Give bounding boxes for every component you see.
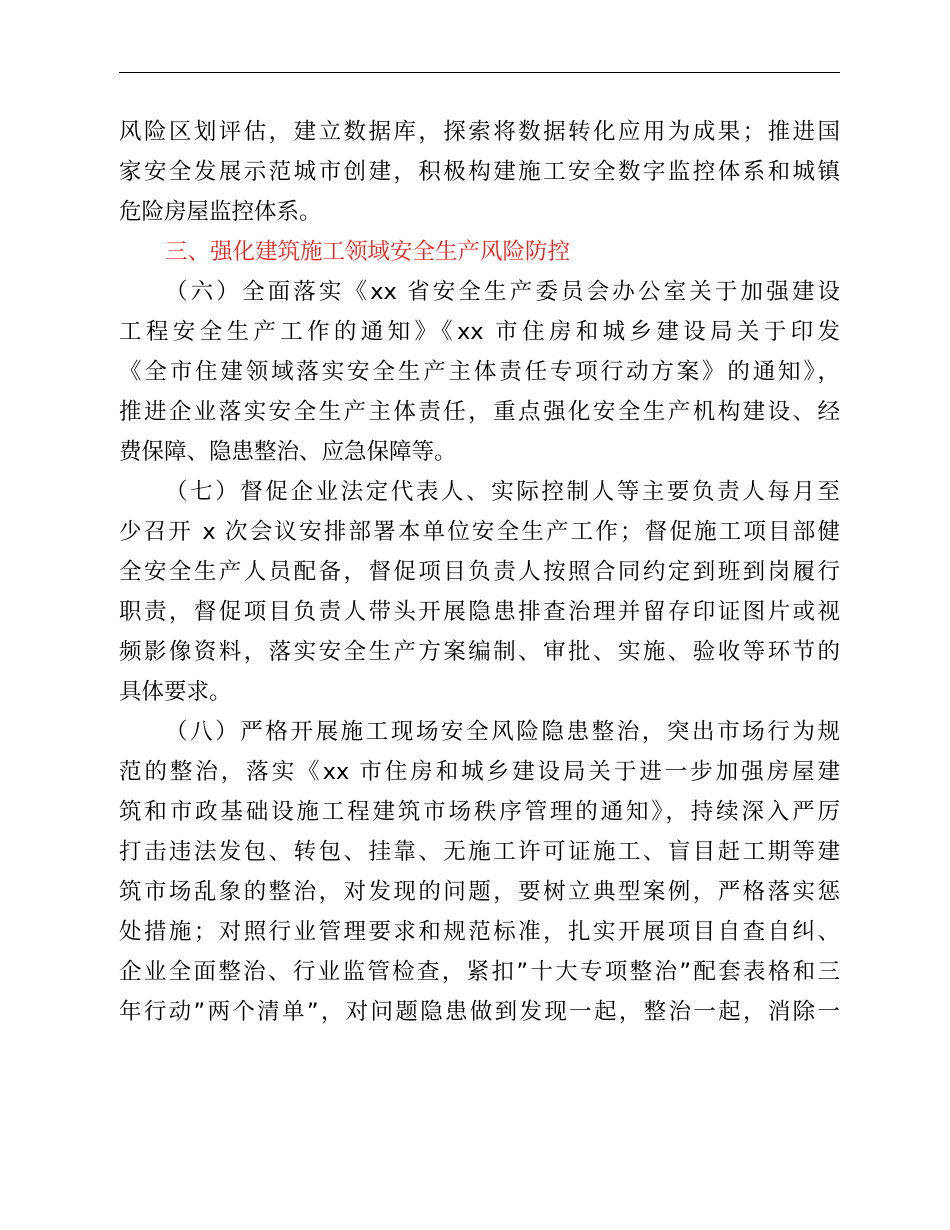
paragraph-line: 推进企业落实安全生产主体责任，重点强化安全生产机构建设、经 <box>119 399 840 425</box>
paragraph-line: 风险区划评估，建立数据库，探索将数据转化应用为成果；推进国 <box>119 119 840 145</box>
paragraph-line: 处措施；对照行业管理要求和规范标准，扎实开展项目自查自纠、 <box>119 919 840 945</box>
paragraph-line: 筑市场乱象的整治，对发现的问题，要树立典型案例，严格落实惩 <box>119 879 840 905</box>
document-body <box>119 112 840 1032</box>
paragraph-line: 少召开 x 次会议安排部署本单位安全生产工作；督促施工项目部健 <box>119 519 840 545</box>
paragraph-line: 具体要求。 <box>119 679 232 705</box>
paragraph-line: 危险房屋监控体系。 <box>119 199 322 225</box>
paragraph-line: （七）督促企业法定代表人、实际控制人等主要负责人每月至 <box>165 479 840 505</box>
paragraph-line: 职责，督促项目负责人带头开展隐患排查治理并留存印证图片或视 <box>119 599 840 625</box>
paragraph-line: （八）严格开展施工现场安全风险隐患整治，突出市场行为规 <box>165 719 840 745</box>
paragraph-line: 打击违法发包、转包、挂靠、无施工许可证施工、盲目赶工期等建 <box>119 839 840 865</box>
paragraph-line: 筑和市政基础设施工程建筑市场秩序管理的通知》，持续深入严厉 <box>119 799 840 825</box>
paragraph-line: 企业全面整治、行业监管检查，紧扣”十大专项整治”配套表格和三 <box>119 959 840 985</box>
paragraph-line: 频影像资料，落实安全生产方案编制、审批、实施、验收等环节的 <box>119 639 840 665</box>
paragraph-line: （六）全面落实《xx 省安全生产委员会办公室关于加强建设 <box>165 279 840 305</box>
paragraph-line: 年行动”两个清单”，对问题隐患做到发现一起，整治一起，消除一 <box>119 999 840 1025</box>
paragraph-line: 《全市住建领域落实安全生产主体责任专项行动方案》的通知》， <box>119 359 840 385</box>
paragraph-line: 全安全生产人员配备，督促项目负责人按照合同约定到班到岗履行 <box>119 559 840 585</box>
section-heading: 三、强化建筑施工领域安全生产风险防控 <box>165 239 571 265</box>
paragraph-line: 范的整治，落实《xx 市住房和城乡建设局关于进一步加强房屋建 <box>119 759 840 785</box>
paragraph-line: 家安全发展示范城市创建，积极构建施工安全数字监控体系和城镇 <box>119 159 840 185</box>
paragraph-line: 工程安全生产工作的通知》《xx 市住房和城乡建设局关于印发 <box>119 319 840 345</box>
header-rule <box>119 72 840 73</box>
paragraph-line: 费保障、隐患整治、应急保障等。 <box>119 439 457 465</box>
